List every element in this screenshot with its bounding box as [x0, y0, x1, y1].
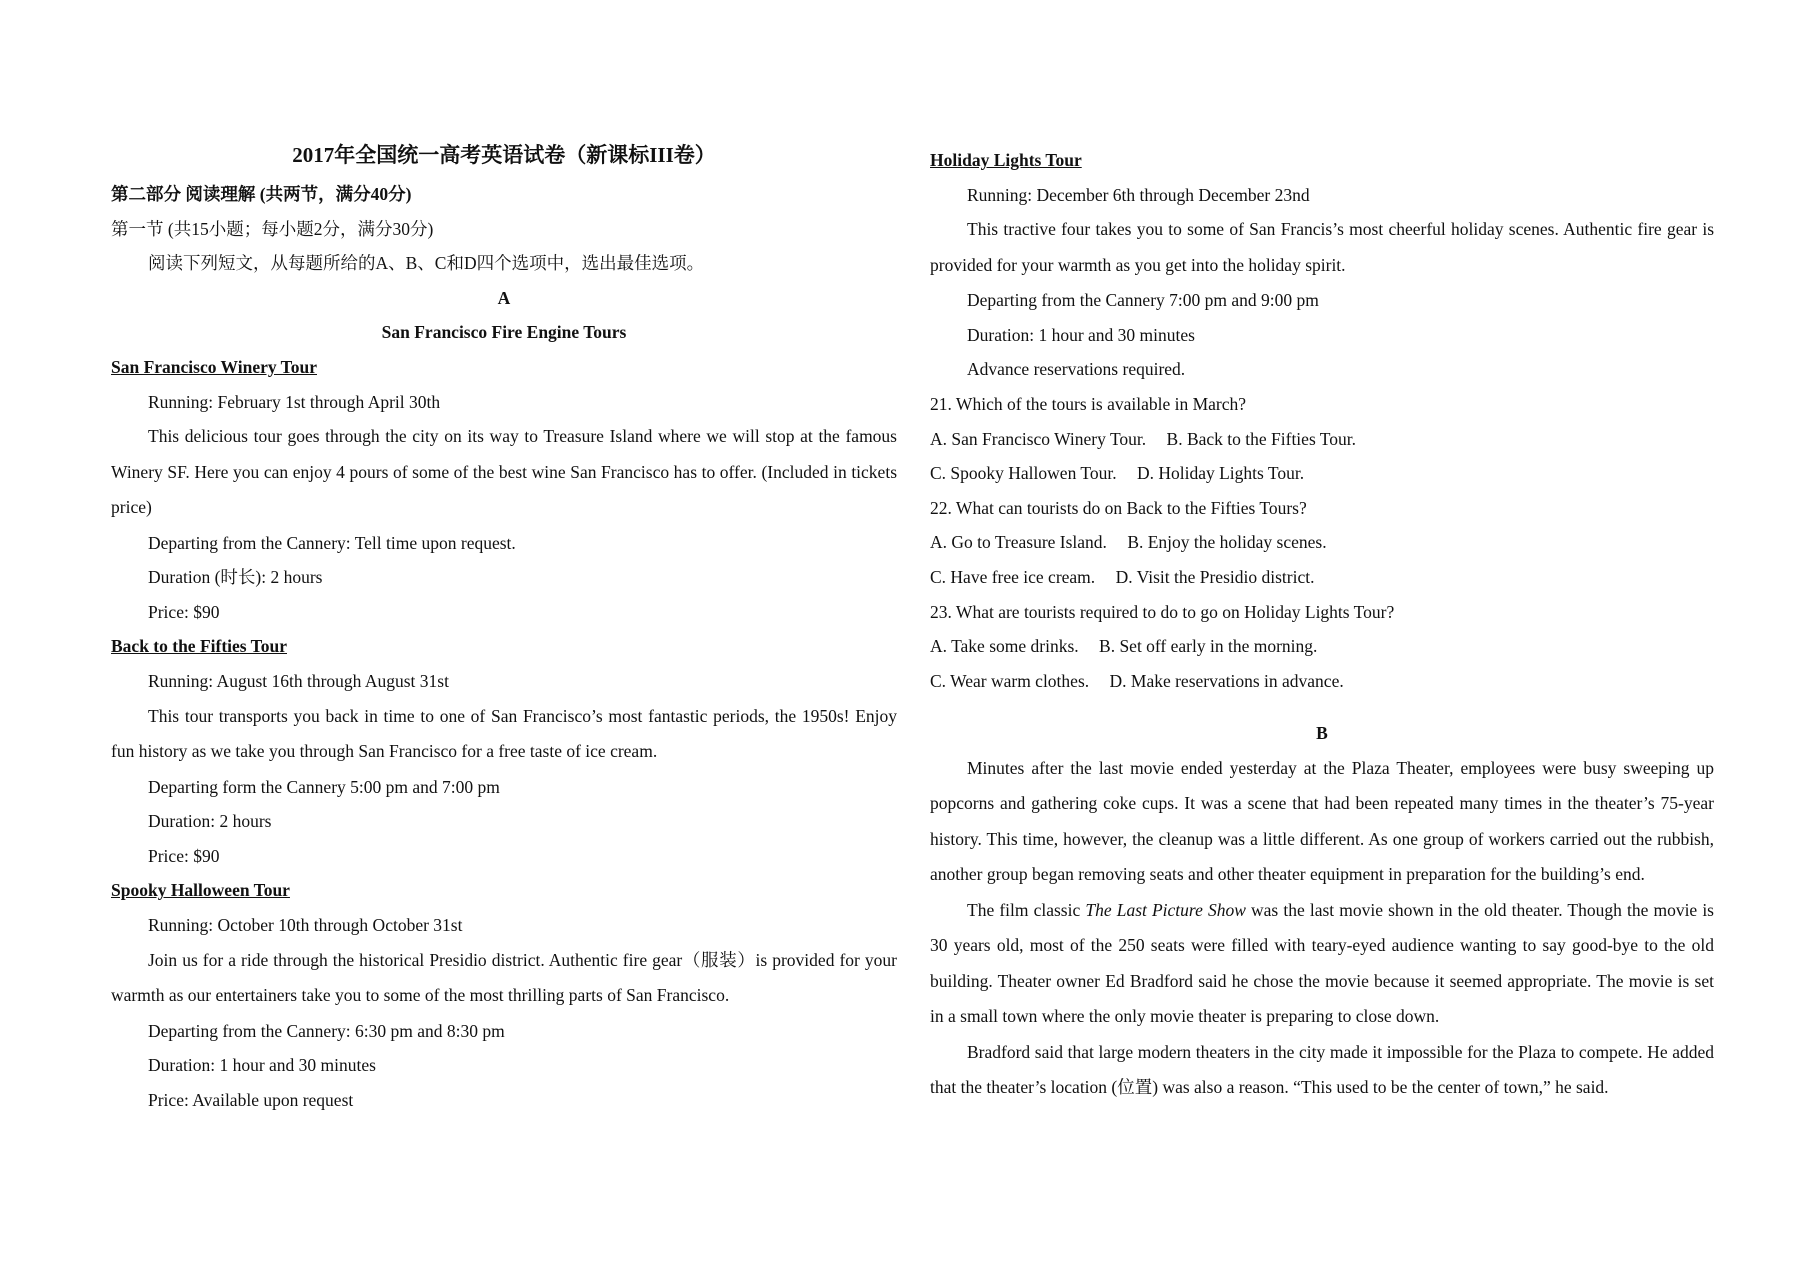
passage-b-paragraph-3: Bradford said that large modern theaters in the city made it impossible for the Plaza to compete. He added that the theater’s location (位置) was also a reason. “This used to be the center of town,” he said. — [930, 1041, 1714, 1098]
tour-price: Price: $90 — [148, 601, 220, 622]
option-d: D. Visit the Presidio district. — [1115, 566, 1315, 587]
tour-description: This tour transports you back in time to one of San Francisco’s most fantastic periods, the 1950s! Enjoy fun history as we take you through San Francisco for a free taste of ice cream. — [111, 705, 897, 762]
passage-b-letter: B — [1316, 723, 1328, 744]
tour-running: Running: October 10th through October 31st — [148, 915, 463, 935]
tour-duration: Duration: 1 hour and 30 minutes — [148, 1055, 376, 1076]
passage-b-paragraph-1: Minutes after the last movie ended yesterday at the Plaza Theater, employees were busy sweeping up popcorns and gathering coke cups. It was a scene that had been repeated many times in the theater’s 75-year history. This time, however, the cleanup was a little different. As one group of workers carried out the rubbish, another group began removing seats and other theater equipment in preparation for the building’s end. — [930, 757, 1714, 885]
question-stem: 21. Which of the tours is available in March? — [930, 393, 1247, 414]
part-heading: 第二部分 阅读理解 (共两节，满分40分) — [111, 184, 412, 204]
paragraph-text: The film classic — [967, 899, 1086, 920]
option-b: B. Enjoy the holiday scenes. — [1127, 532, 1327, 553]
tour-running: Running: February 1st through April 30th — [148, 391, 441, 412]
tour-description: This tractive four takes you to some of San Francis’s most cheerful holiday scenes. Authentic fire gear is provided for your warmth as you get into the holiday spirit. — [930, 219, 1714, 275]
tour-running: Running: December 6th through December 23nd — [967, 184, 1310, 205]
subsection-heading: 第一节 (共15小题；每小题2分，满分30分) — [111, 218, 434, 239]
passage-b-paragraph-2 — [930, 893, 1714, 1035]
option-b: B. Set off early in the morning. — [1099, 636, 1318, 657]
question-stem: 22. What can tourists do on Back to the Fifties Tours? — [930, 497, 1307, 518]
tour-description: Join us for a ride through the historical Presidio district. Authentic fire gear（服装）is provided for your warmth as our entertainers take you to some of the most thrilling parts of San Francisco. — [111, 949, 897, 1006]
tour-price: Price: $90 — [148, 845, 220, 866]
film-title: The Last Picture Show — [1085, 899, 1246, 920]
tour-departing: Departing from the Cannery: Tell time upon request. — [148, 532, 516, 553]
tour-running: Running: August 16th through August 31st — [148, 671, 449, 692]
tour-name: Back to the Fifties Tour — [111, 636, 287, 657]
tour-duration: Duration (时长): 2 hours — [148, 567, 323, 588]
paragraph-text: was the last movie shown in the old theater. Though the movie is 30 years old, most of the 250 seats were filled with teary-eyed audience wanting to say good-bye to the old building. Theater owner Ed Bradford said he chose the movie because it seemed appropriate. The movie is set in a small town where the only movie theater is preparing to close down. — [930, 899, 1714, 1027]
passage-a-letter: A — [497, 287, 511, 308]
tour-duration: Duration: 2 hours — [148, 811, 272, 832]
question-options-row — [930, 456, 1714, 491]
question-options-row — [930, 560, 1714, 595]
right-column — [930, 143, 1714, 1106]
passage-a-title: San Francisco Fire Engine Tours — [381, 322, 627, 343]
tour-departing: Departing from the Cannery 7:00 pm and 9:00 pm — [967, 290, 1319, 311]
tour-description: This delicious tour goes through the city on its way to Treasure Island where we will stop at the famous Winery SF. Here you can enjoy 4 pours of some of the best wine San Francisco has to offer. (Included in tickets price) — [111, 426, 897, 518]
question-options-row — [930, 525, 1714, 560]
option-c: C. Have free ice cream. — [930, 566, 1096, 587]
option-d: D. Make reservations in advance. — [1109, 670, 1344, 691]
option-a: A. San Francisco Winery Tour. — [930, 428, 1147, 449]
exam-title: 2017年全国统一高考英语试卷（新课标III卷） — [292, 143, 716, 167]
tour-name: Holiday Lights Tour — [930, 150, 1082, 170]
spacer — [930, 698, 1714, 716]
question-options-row — [930, 422, 1714, 457]
tour-duration: Duration: 1 hour and 30 minutes — [967, 324, 1195, 345]
option-a: A. Go to Treasure Island. — [930, 532, 1107, 553]
question-stem: 23. What are tourists required to do to go on Holiday Lights Tour? — [930, 601, 1395, 622]
left-column — [111, 140, 897, 1117]
option-b: B. Back to the Fifties Tour. — [1166, 428, 1357, 449]
instruction: 阅读下列短文，从每题所给的A、B、C和D四个选项中，选出最佳选项。 — [148, 253, 705, 274]
tour-name: San Francisco Winery Tour — [111, 356, 317, 377]
tour-name: Spooky Halloween Tour — [111, 880, 290, 901]
option-c: C. Wear warm clothes. — [930, 670, 1090, 691]
tour-requirement: Advance reservations required. — [967, 359, 1186, 380]
option-d: D. Holiday Lights Tour. — [1136, 463, 1305, 484]
tour-price: Price: Available upon request — [148, 1089, 354, 1110]
option-a: A. Take some drinks. — [930, 636, 1079, 657]
tour-departing: Departing form the Cannery 5:00 pm and 7:00 pm — [148, 776, 500, 797]
option-c: C. Spooky Hallowen Tour. — [930, 463, 1117, 484]
question-options-row — [930, 629, 1714, 664]
question-options-row — [930, 664, 1714, 699]
tour-departing: Departing from the Cannery: 6:30 pm and 8:30 pm — [148, 1020, 505, 1041]
